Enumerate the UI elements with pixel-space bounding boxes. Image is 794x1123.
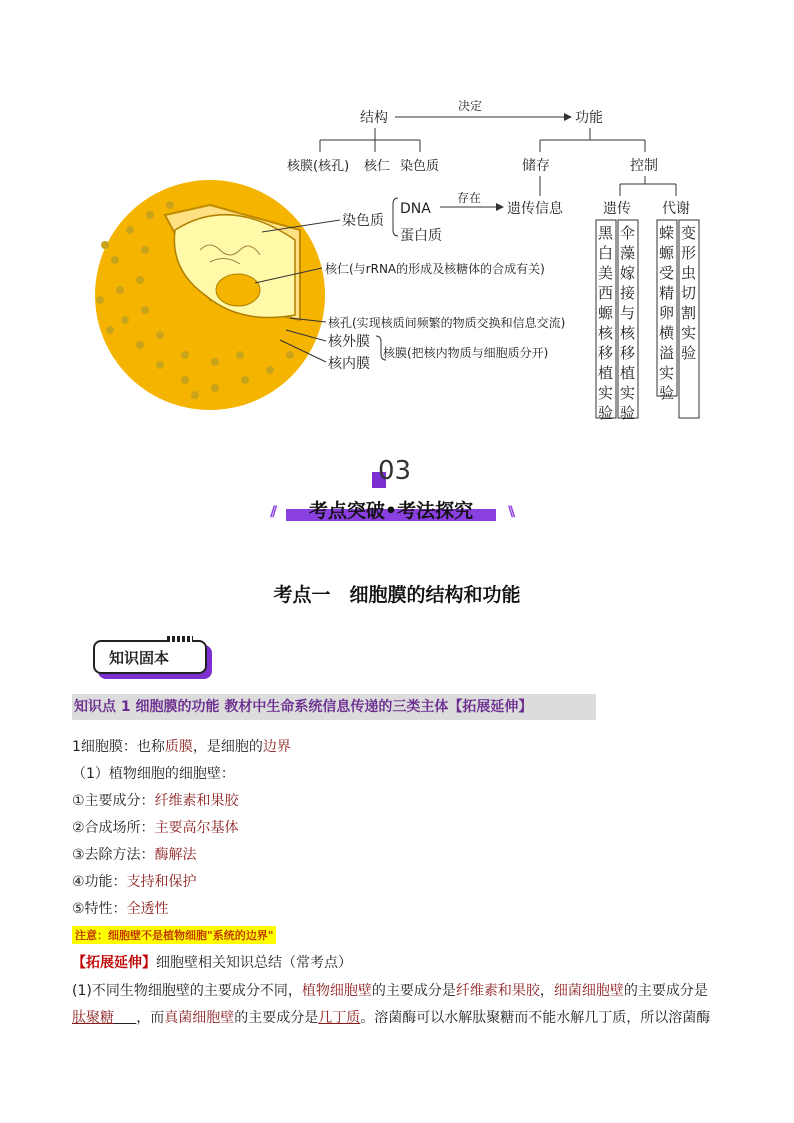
knowledge-point-title: 知识点 1 细胞膜的功能 教材中生命系统信息传递的三类主体【拓展延伸】 <box>72 694 596 720</box>
label-hewaimo: 核外膜 <box>328 334 370 350</box>
arrowhead-icon <box>564 113 572 121</box>
label-jiegou: 结构 <box>360 110 388 126</box>
paragraph-2: 肽聚糖 ，而真菌细胞壁的主要成分是几丁质。溶菌酶可以水解肽聚糖而不能水解几丁质，所以溶菌酶 <box>72 1010 711 1026</box>
box-2: 伞藻嫁接与核移植实验 <box>620 224 636 422</box>
box-3: 蝾螈受精卵横溢实验 <box>659 224 675 402</box>
label-hemo-hekong: 核膜(核孔) <box>287 159 350 174</box>
box-1: 黑白美西螈核移植实验 <box>598 224 614 422</box>
line-6: ④功能：支持和保护 <box>72 874 197 890</box>
label-heren-note: 核仁(与rRNA的形成及核糖体的合成有关) <box>325 262 545 276</box>
label-heneimo: 核内膜 <box>328 356 370 372</box>
label-heren: 核仁 <box>364 159 391 174</box>
label-juedin: 决定 <box>458 99 483 113</box>
note-highlight: 注意：细胞壁不是植物细胞"系统的边界" <box>72 926 276 944</box>
line-4: ②合成场所：主要高尔基体 <box>72 820 239 836</box>
label-ransezhi-top: 染色质 <box>400 159 440 174</box>
label-dna: DNA <box>400 201 431 217</box>
brace <box>393 198 398 236</box>
label-hekong-note: 核孔(实现核质间频繁的物质交换和信息交流) <box>328 316 566 330</box>
label-danbaizhi: 蛋白质 <box>400 228 442 244</box>
label-kongzhi: 控制 <box>630 158 658 174</box>
paragraph-1: (1)不同生物细胞壁的主要成分不同，植物细胞壁的主要成分是纤维素和果胶，细菌细胞壁的主要成分是 <box>72 983 708 999</box>
banner-slash-left-icon: // <box>270 504 275 520</box>
knowledge-badge: 知识固本 <box>93 640 207 674</box>
section-number: 03 <box>378 456 411 486</box>
experiment-boxes <box>596 220 699 422</box>
line-5: ③去除方法：酶解法 <box>72 847 197 863</box>
line-7: ⑤特性：全透性 <box>72 901 169 917</box>
label-cunzai: 存在 <box>457 191 482 205</box>
line-2: （1）植物细胞的细胞壁： <box>72 766 235 782</box>
label-gongneng: 功能 <box>575 110 603 126</box>
banner-slash-right-icon: \\ <box>508 504 513 520</box>
label-yichuan-xinxi: 遗传信息 <box>507 201 563 217</box>
extension-heading: 【拓展延伸】细胞壁相关知识总结（常考点） <box>72 955 352 971</box>
line-3: ①主要成分：纤维素和果胶 <box>72 793 239 809</box>
topic-title: 考点一 细胞膜的结构和功能 <box>273 584 521 606</box>
nucleolus <box>216 274 260 306</box>
nucleus-structure-diagram <box>0 0 794 440</box>
label-ransezhi: 染色质 <box>342 213 384 229</box>
line-1: 1细胞膜：也称质膜，是细胞的边界 <box>72 739 291 755</box>
box-4: 变形虫切割实验 <box>681 224 697 362</box>
section-banner: 考点突破•考法探究 <box>286 496 496 522</box>
label-hemo-note: 核膜(把核内物质与细胞质分开) <box>383 346 549 360</box>
label-daixie: 代谢 <box>662 201 690 217</box>
label-yichuan: 遗传 <box>603 201 631 217</box>
label-chucun: 储存 <box>522 158 550 174</box>
